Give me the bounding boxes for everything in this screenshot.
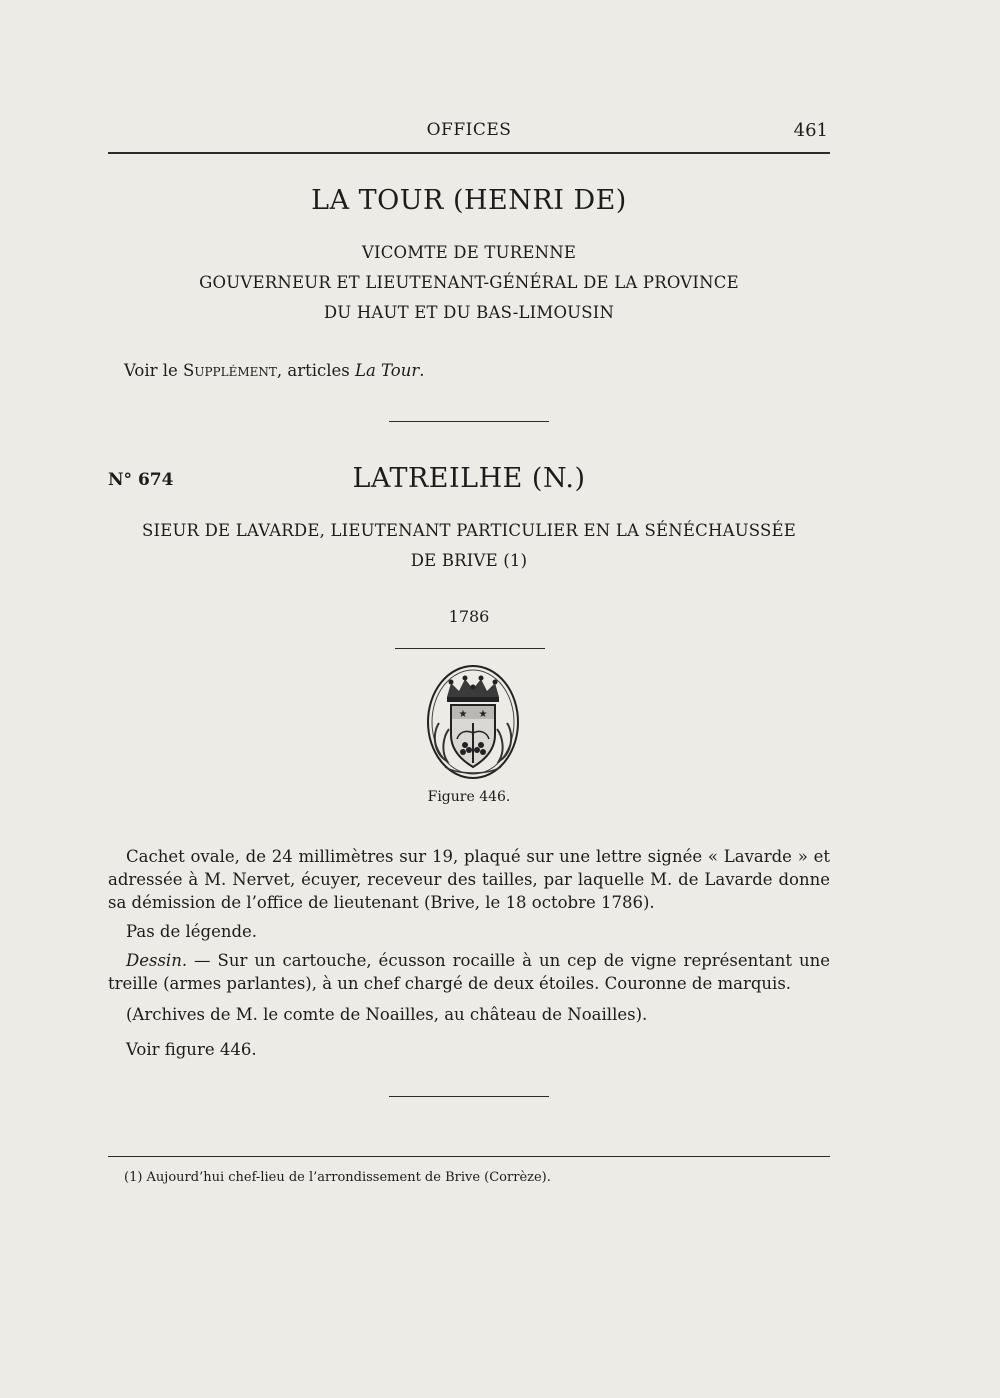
entry-subtitle-line: DE BRIVE (1)	[410, 551, 528, 570]
see-also-prefix: Voir le	[124, 361, 184, 380]
svg-text:★: ★	[458, 709, 468, 720]
svg-text:★: ★	[478, 709, 488, 720]
drawing-text: — Sur un cartouche, écusson rocaille à un cep de vigne représentant une treille (armes parlantes), à un chef chargé de deux étoiles. Couronne de marquis.	[108, 951, 830, 993]
drawing-paragraph	[108, 949, 830, 995]
entry-year: 1786	[448, 607, 490, 626]
running-title: OFFICES	[426, 120, 512, 140]
entry-title-latreilhe: LATREILHE (N.)	[352, 463, 586, 494]
seal-illustration	[425, 663, 521, 781]
running-head	[108, 118, 830, 144]
entry-subtitle-line: SIEUR DE LAVARDE, LIEUTENANT PARTICULIER EN LA SÉNÉCHAUSSÉE	[141, 521, 797, 540]
see-figure-paragraph: Voir figure 446.	[126, 1040, 257, 1059]
section-separator	[389, 1096, 549, 1097]
see-also-reference: Supplément	[183, 361, 277, 380]
see-also-suffix: .	[419, 361, 425, 380]
entry-title-la-tour: LA TOUR (HENRI DE)	[311, 185, 627, 216]
section-separator	[395, 648, 545, 649]
section-separator	[389, 421, 549, 422]
description-paragraph: Cachet ovale, de 24 millimètres sur 19, plaqué sur une lettre signée « Lavarde » et adressée à M. Nervet, écuyer, receveur des tailles, par laquelle M. de Lavarde donne sa démission de l’office de lieutenant (Brive, le 18 octobre 1786).	[108, 847, 830, 912]
entry-subtitle-line: DU HAUT ET DU BAS-LIMOUSIN	[323, 303, 615, 322]
legend-paragraph: Pas de légende.	[126, 922, 258, 941]
see-also-mid: , articles	[276, 361, 356, 380]
see-also-note	[124, 359, 846, 382]
drawing-label: Dessin.	[126, 951, 188, 970]
footnote: (1) Aujourd’hui chef-lieu de l’arrondissement de Brive (Corrèze).	[124, 1170, 551, 1185]
entry-number: N° 674	[108, 470, 174, 490]
footnote-rule	[108, 1156, 830, 1157]
figure-caption: Figure 446.	[427, 789, 511, 805]
archives-paragraph: (Archives de M. le comte de Noailles, au château de Noailles).	[126, 1005, 648, 1024]
page-number: 461	[793, 120, 828, 141]
entry-subtitle-line: GOUVERNEUR ET LIEUTENANT-GÉNÉRAL DE LA PROVINCE	[199, 273, 739, 292]
header-rule	[108, 152, 830, 154]
entry-subtitle-line: VICOMTE DE TURENNE	[361, 243, 577, 262]
see-also-articles: La Tour	[355, 361, 420, 380]
